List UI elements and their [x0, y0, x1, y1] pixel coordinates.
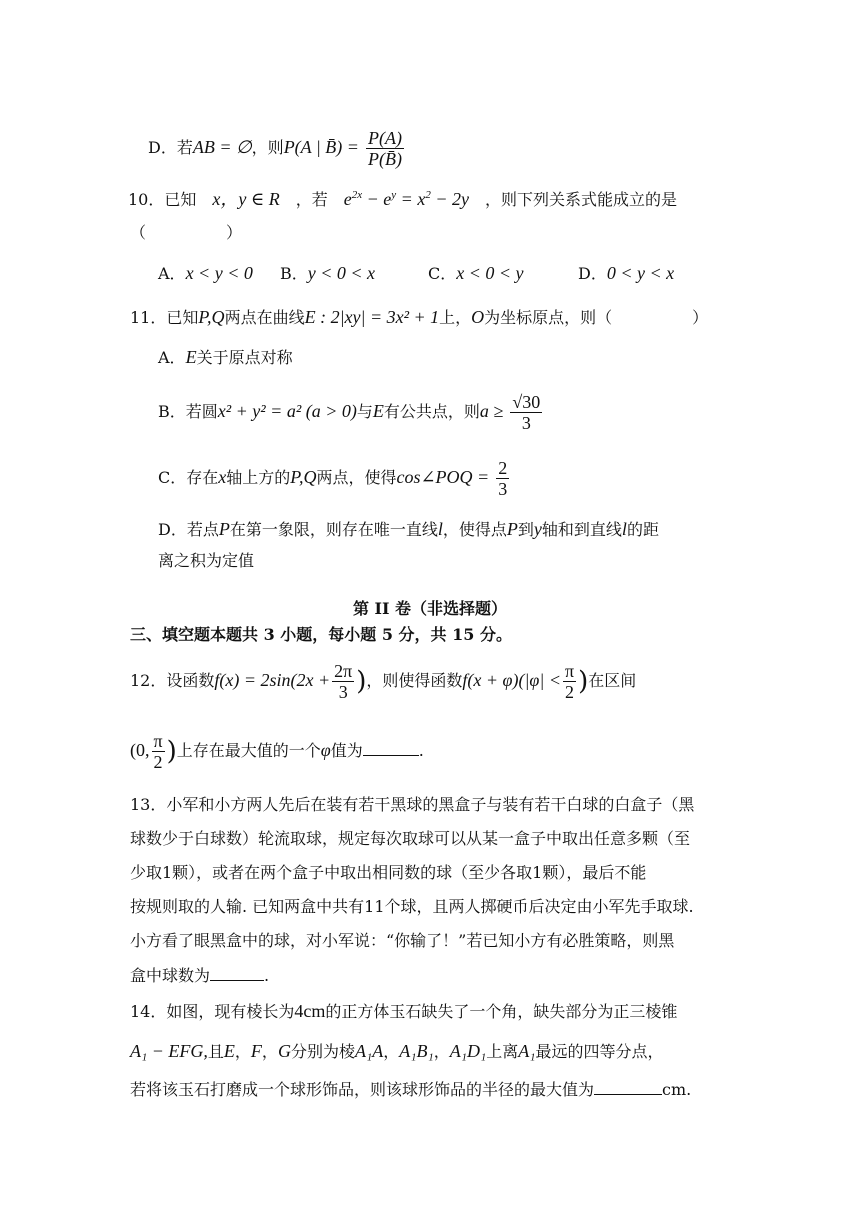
q12-frac-2: $\frac{\pi}{2}$	[564, 661, 575, 702]
q12-frac-1: $\frac{2\pi}{3}$	[334, 661, 353, 702]
q11-option-b: B．若圆x² + y² = a² (a > 0)与E有公共点，则a ≥ $\frac{√30}{3}$	[158, 392, 541, 433]
q12-stem: 12．设函数f(x) = 2sin(2x + $\frac{2\pi}{3}$ )，则使得函数f(x + φ)(|φ| < $\frac{\pi}{2}$ )在区间	[130, 661, 637, 702]
q11-option-a: A．E关于原点对称	[158, 347, 293, 367]
q12-cont: (0, $\frac{\pi}{2}$ )上存在最大值的一个φ值为 .	[130, 731, 424, 772]
q14-line-2: A₁ − EFG,且E，F，G分别为棱A₁A，A₁B₁，A₁D₁上离A₁最远的四等分点，	[130, 1041, 664, 1061]
q11c-fraction: $\frac{2}{3}$	[498, 458, 508, 499]
q13-answer-blank[interactable]	[210, 964, 264, 981]
q10-option-a: A．x < y < 0	[158, 263, 253, 283]
q11-option-d: D．若点P在第一象限，则存在唯一直线l，使得点P到y轴和到直线l的距	[158, 519, 659, 539]
q10-paren: （ ）	[130, 223, 243, 242]
q9d-fraction: $\frac{P(A)}{P(B̄)}$	[368, 128, 403, 169]
q14-line-3: 若将该玉石打磨成一个球形饰品，则该球形饰品的半径的最大值为 cm.	[130, 1080, 692, 1099]
q9-option-d: D．若AB = ∅，则P(A | B̄) = $\frac{P(A)}{P(B̄)}$	[148, 128, 403, 169]
q12-answer-blank[interactable]	[363, 739, 419, 756]
q13-line-2: 球数少于白球数）轮流取球，规定每次取球可以从某一盒子中取出任意多颗（至	[130, 829, 691, 848]
q11b-fraction: $\frac{√30}{3}$	[512, 392, 541, 433]
q13-line-4: 按规则取的人输. 已知两盒中共有11个球，且两人掷硬币后决定由小军先手取球.	[130, 897, 694, 916]
q12-frac-3: $\frac{\pi}{2}$	[153, 731, 163, 772]
q10-option-d: D．0 < y < x	[578, 263, 675, 283]
q11-stem: 11．已知P,Q两点在曲线E : 2|xy| = 3x² + 1上，O为坐标原点，则（ ）	[130, 307, 709, 327]
q13-line-6: 盒中球数为 .	[130, 966, 270, 985]
q10-stem: 10．已知 x，y ∈ R ，若 $e^{2x} - e^y = x^2 - 2y$ ，则下列关系式能成立的是	[128, 189, 677, 209]
q14-line-1: 14．如图，现有棱长为4cm的正方体玉石缺失了一个角，缺失部分为正三棱锥	[130, 1001, 678, 1021]
q13-line-3: 少取1颗），或者在两个盒子中取出相同数的球（至少各取1颗），最后不能	[130, 863, 647, 882]
q10-option-c: C．x < 0 < y	[428, 263, 524, 283]
q11-option-d-cont: 离之积为定值	[158, 551, 255, 570]
q13-line-5: 小方看了眼黑盒中的球，对小军说：“你输了！”若已知小方有必胜策略，则黑	[130, 931, 675, 950]
q10-option-b: B．y < 0 < x	[280, 263, 376, 283]
q11-option-c: C．存在x轴上方的P,Q两点，使得cos∠POQ = $\frac{2}{3}$	[158, 458, 508, 499]
section-heading: 三、填空题本题共 3 小题，每小题 5 分，共 15 分。	[130, 625, 512, 644]
section-title: 第 II 卷（非选择题）	[352, 599, 508, 618]
q14-answer-blank[interactable]	[594, 1078, 662, 1095]
q13-line-1: 13．小军和小方两人先后在装有若干黑球的黑盒子与装有若干白球的白盒子（黑	[130, 795, 695, 814]
